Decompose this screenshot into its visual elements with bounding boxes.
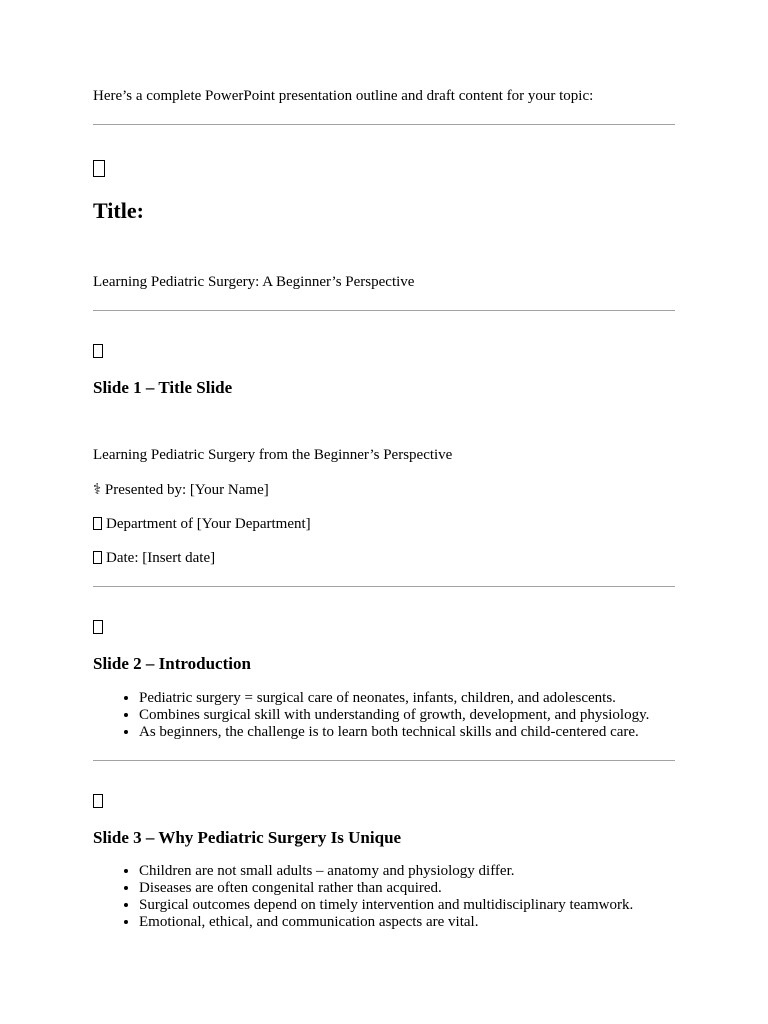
divider	[93, 310, 675, 311]
list-item: • Diseases are often congenital rather than acquired.	[139, 880, 699, 897]
slide2-heading: Slide 2 – Introduction	[93, 654, 251, 673]
department-text: Department of [Your Department]	[106, 516, 311, 532]
list-item: • As beginners, the challenge is to learn both technical skills and child-centered care.	[139, 724, 699, 741]
slide1-date	[93, 548, 215, 568]
slide3-bullet-list	[93, 863, 699, 931]
divider	[93, 124, 675, 125]
list-item: • Surgical outcomes depend on timely intervention and multidisciplinary teamwork.	[139, 897, 699, 914]
missing-glyph-icon	[93, 620, 103, 639]
presented-by-text: Presented by: [Your Name]	[104, 482, 269, 498]
divider	[93, 760, 675, 761]
title-text: Learning Pediatric Surgery: A Beginner’s Perspective	[93, 274, 415, 290]
missing-glyph-icon	[93, 551, 102, 564]
missing-glyph-icon	[93, 344, 103, 363]
divider	[93, 586, 675, 587]
slide1-department	[93, 514, 311, 534]
list-item: • Emotional, ethical, and communication aspects are vital.	[139, 914, 699, 931]
slide3-heading: Slide 3 – Why Pediatric Surgery Is Unique	[93, 828, 402, 847]
list-item: • Combines surgical skill with understanding of growth, development, and physiology.	[139, 707, 699, 724]
slide2-bullet-list	[93, 690, 699, 741]
slide1-heading: Slide 1 – Title Slide	[93, 378, 233, 397]
list-item: • Pediatric surgery = surgical care of neonates, infants, children, and adolescents.	[139, 690, 699, 707]
caduceus-icon: ⚕	[93, 482, 102, 498]
intro-text: Here’s a complete PowerPoint presentation outline and draft content for your topic:	[93, 88, 594, 104]
missing-glyph-icon	[93, 517, 102, 530]
missing-glyph-icon	[93, 160, 105, 182]
title-heading: Title:	[93, 198, 144, 223]
date-text: Date: [Insert date]	[106, 550, 216, 566]
slide1-presented-by	[93, 480, 269, 500]
slide1-main-title: Learning Pediatric Surgery from the Beginner’s Perspective	[93, 447, 453, 463]
missing-glyph-icon	[93, 794, 103, 813]
list-item: • Children are not small adults – anatomy and physiology differ.	[139, 863, 699, 880]
